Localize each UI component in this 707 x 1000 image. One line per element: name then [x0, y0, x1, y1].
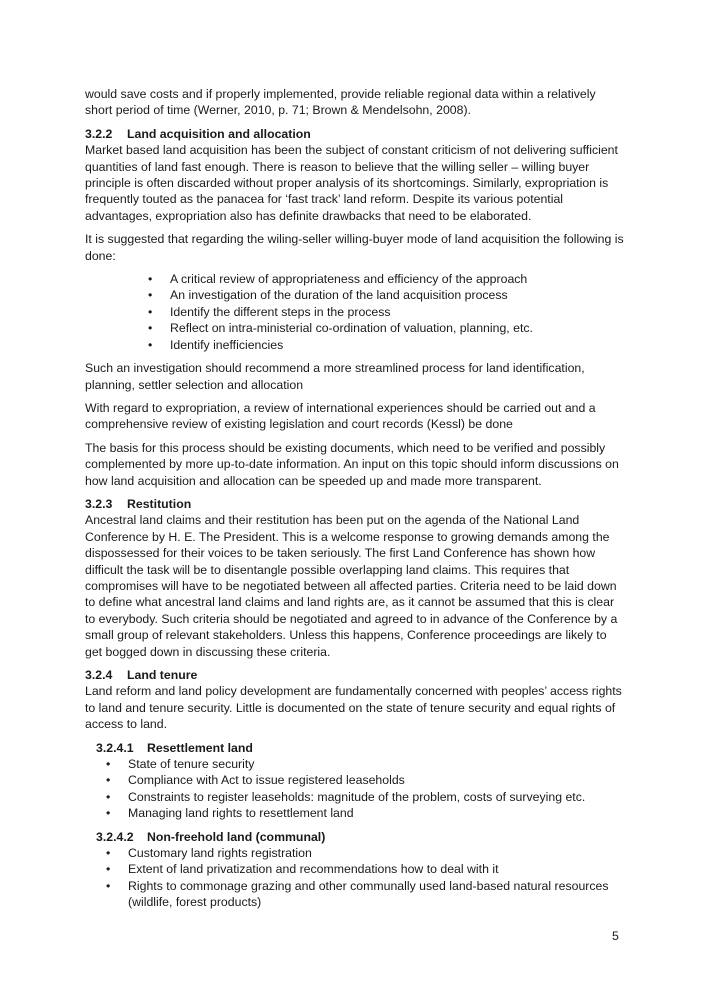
section-heading-land-acquisition — [85, 126, 625, 142]
paragraph: The basis for this process should be existing documents, which need to be verified and possibly complemented by more up-to-date information. An input on this topic should inform discussions on how land acquisition and allocation can be speeded up and made more transparent. — [85, 440, 619, 488]
paragraph: Such an investigation should recommend a more streamlined process for land identification, planning, settler selection and allocation — [85, 361, 585, 392]
list-item: • Identify inefficiencies — [85, 337, 625, 353]
list-item: • Extent of land privatization and recommendations how to deal with it — [85, 861, 625, 877]
section-number: 3.2.3 — [85, 496, 113, 511]
section-number: 3.2.2 — [85, 126, 113, 141]
subsection-heading-resettlement-land — [85, 740, 625, 756]
section-title: Land acquisition and allocation — [127, 126, 311, 141]
section-number: 3.2.4 — [85, 668, 113, 682]
list-item: • State of tenure security — [85, 756, 625, 772]
list-item: • An investigation of the duration of the land acquisition process — [85, 287, 625, 303]
intro-paragraph: would save costs and if properly implemented, provide reliable regional data within a relatively short period of time (Werner, 2010, p. 71; Brown & Mendelsohn, 2008). — [85, 87, 596, 118]
list-item: • Rights to commonage grazing and other communally used land-based natural resources (wildlife, forest products) — [85, 878, 625, 911]
subsection-number: 3.2.4.2 — [96, 829, 134, 844]
bullet-list — [85, 845, 625, 911]
paragraph: Land reform and land policy development are fundamentally concerned with peoples’ access rights to land and tenure security. Little is documented on the state of tenure security and equal rights of access to land. — [85, 684, 622, 732]
list-item: • A critical review of appropriateness and efficiency of the approach — [85, 271, 625, 287]
subsection-title: Non-freehold land (communal) — [147, 829, 326, 844]
list-item: • Identify the different steps in the process — [85, 304, 625, 320]
paragraph: With regard to expropriation, a review of international experiences should be carried out and a comprehensive review of existing legislation and court records (Kessl) be done — [85, 400, 596, 432]
page-number: 5 — [612, 929, 619, 943]
section-title: Restitution — [127, 496, 192, 511]
subsection-number: 3.2.4.1 — [96, 740, 134, 755]
bullet-list — [85, 271, 625, 353]
page-content — [85, 86, 625, 918]
bullet-list — [85, 756, 625, 822]
list-item: • Reflect on intra-ministerial co-ordination of valuation, planning, etc. — [85, 320, 625, 336]
paragraph: It is suggested that regarding the wiling-seller willing-buyer mode of land acquisition the following is done: — [85, 232, 624, 263]
list-item: • Managing land rights to resettlement land — [85, 805, 625, 821]
list-item: • Compliance with Act to issue registered leaseholds — [85, 772, 625, 788]
section-title: Land tenure — [127, 668, 198, 682]
subsection-heading-non-freehold-land — [85, 829, 625, 845]
section-heading-restitution — [85, 496, 625, 512]
subsection-title: Resettlement land — [147, 740, 253, 755]
paragraph: Market based land acquisition has been the subject of constant criticism of not delivering sufficient quantities of land fast enough. There is reason to believe that the willing seller – willing buyer principle is often discarded without proper analysis of its shortcomings. Similarly, expropriation is frequently touted as the panacea for ‘fast track’ land reform. Despite its various potential advantages, expropriation also has definite drawbacks that need to be elaborated. — [85, 143, 618, 223]
list-item: • Customary land rights registration — [85, 845, 625, 861]
list-item: • Constraints to register leaseholds: magnitude of the problem, costs of surveying etc. — [85, 789, 625, 805]
paragraph: Ancestral land claims and their restitution has been put on the agenda of the National Land Conference by H. E. The President. This is a welcome response to growing demands among the dispossessed for their voices to be taken seriously. The first Land Conference has shown how difficult the task will be to disentangle possible overlapping land claims. This requires that compromises will have to be negotiated between all affected parties. Criteria need to be laid down to define what ancestral land claims and land rights are, as it cannot be assumed that this is clear to everybody. Such criteria should be negotiated and agreed to in advance of the Conference by a small group of relevant stakeholders. Unless this happens, Conference proceedings are likely to get bogged down in discussing these criteria. — [85, 513, 618, 659]
section-heading-land-tenure — [85, 667, 625, 683]
